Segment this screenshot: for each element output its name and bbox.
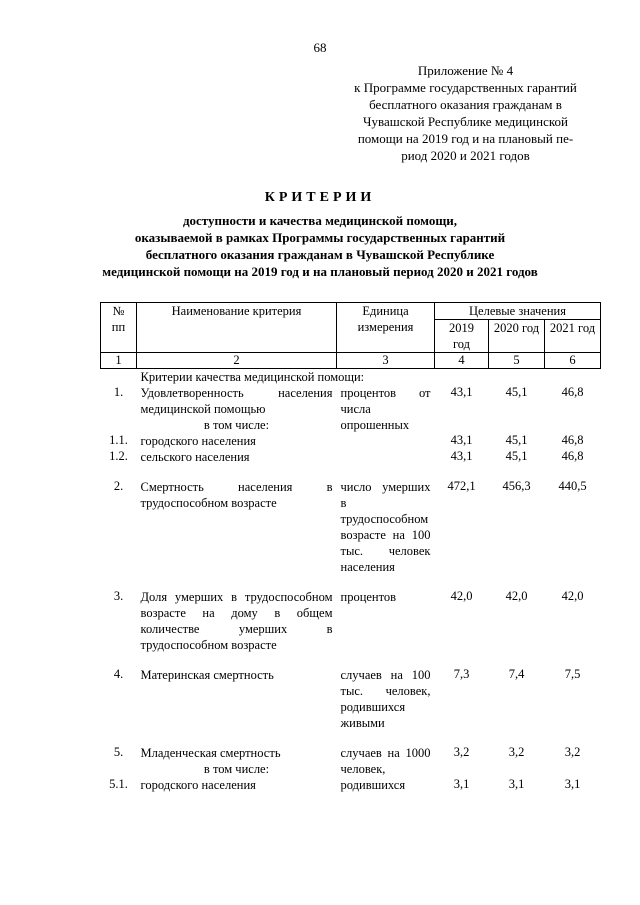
appendix-line: Чувашской Республике медицинской bbox=[363, 114, 568, 129]
appendix-line: Приложение № 4 bbox=[417, 63, 514, 78]
row-name: Материнская смертность bbox=[140, 668, 274, 682]
table-row bbox=[101, 777, 601, 793]
header-num: № пп bbox=[101, 303, 137, 353]
row-num: 3. bbox=[113, 589, 124, 603]
row-value-2021: 46,8 bbox=[561, 385, 584, 399]
row-name: городского населения bbox=[140, 778, 256, 792]
table-row bbox=[101, 745, 601, 777]
row-name: Младенческая смертность bbox=[140, 746, 281, 760]
row-value-2019: 7,3 bbox=[453, 667, 470, 681]
document-title bbox=[0, 190, 640, 280]
header-targets: Целевые значения bbox=[435, 303, 601, 320]
row-name: Смертность населения в трудоспособном возрасте bbox=[140, 480, 333, 510]
row-value-2019: 42,0 bbox=[450, 589, 473, 603]
row-num: 5. bbox=[113, 745, 124, 759]
column-number: 6 bbox=[545, 353, 601, 369]
appendix-line: помощи на 2019 год и на плановый пе- bbox=[357, 131, 574, 146]
column-number: 4 bbox=[435, 353, 489, 369]
header-unit: Единица измерения bbox=[337, 303, 435, 353]
column-number: 2 bbox=[137, 353, 337, 369]
appendix-line: бесплатного оказания гражданам в bbox=[369, 97, 562, 112]
title-line: доступности и качества медицинской помощи, bbox=[182, 213, 458, 228]
page-number: 68 bbox=[313, 40, 327, 55]
row-value-2020: 42,0 bbox=[505, 589, 528, 603]
row-sub: в том числе: bbox=[203, 762, 270, 776]
table-row bbox=[101, 449, 601, 465]
criteria-table bbox=[100, 302, 601, 793]
row-unit: процентов bbox=[340, 590, 397, 604]
row-name: Доля умерших в трудоспособном возрасте на дому в общем количестве умерших в трудоспособном возрасте bbox=[140, 590, 333, 652]
row-num: 5.1. bbox=[109, 777, 128, 791]
row-value-2021: 7,5 bbox=[564, 667, 581, 681]
column-number: 1 bbox=[101, 353, 137, 369]
section-title: Критерии качества медицинской помощи: bbox=[140, 370, 365, 384]
row-num: 4. bbox=[113, 667, 124, 681]
row-value-2020: 456,3 bbox=[502, 479, 531, 493]
appendix-line: к Программе государственных гарантий bbox=[354, 80, 577, 95]
row-value-2020: 45,1 bbox=[505, 385, 528, 399]
row-unit: число умерших в трудоспособном возрасте на 100 тыс. человек населения bbox=[340, 480, 431, 574]
header-2021: 2021 год bbox=[545, 320, 601, 353]
section-title-row bbox=[101, 369, 601, 386]
row-name-cell bbox=[137, 385, 337, 433]
row-value-2019: 43,1 bbox=[450, 433, 473, 447]
row-value-2020: 45,1 bbox=[505, 433, 528, 447]
row-name: сельского населения bbox=[140, 450, 250, 464]
row-value-2021: 440,5 bbox=[558, 479, 587, 493]
row-unit: процентов от числа опрошенных bbox=[340, 386, 431, 432]
table-row bbox=[101, 433, 601, 449]
row-value-2019: 43,1 bbox=[450, 449, 473, 463]
row-name: Удовлетворенность населения медицинской помощью bbox=[140, 386, 333, 416]
row-value-2020: 45,1 bbox=[505, 449, 528, 463]
table-row bbox=[101, 589, 601, 653]
appendix-line: риод 2020 и 2021 годов bbox=[401, 148, 530, 163]
table-row bbox=[101, 667, 601, 731]
row-value-2020: 3,2 bbox=[508, 745, 525, 759]
header-name: Наименование критерия bbox=[137, 303, 337, 353]
row-num: 1. bbox=[113, 385, 124, 399]
row-value-2019: 43,1 bbox=[450, 385, 473, 399]
row-unit: случаев на 100 тыс. человек, родившихся живыми bbox=[340, 668, 431, 730]
row-num: 1.1. bbox=[109, 433, 128, 447]
column-number: 3 bbox=[337, 353, 435, 369]
row-unit: родившихся bbox=[340, 778, 406, 792]
table-row bbox=[101, 385, 601, 433]
row-name: городского населения bbox=[140, 434, 256, 448]
row-unit: случаев на 1000 человек, bbox=[340, 746, 431, 776]
row-value-2019: 3,1 bbox=[453, 777, 470, 791]
row-value-2019: 472,1 bbox=[447, 479, 476, 493]
title-line: медицинской помощи на 2019 год и на плановый период 2020 и 2021 годов bbox=[102, 264, 538, 279]
title-main: КРИТЕРИИ bbox=[264, 190, 376, 205]
column-number-row bbox=[101, 353, 601, 369]
row-value-2021: 46,8 bbox=[561, 449, 584, 463]
row-value-2021: 46,8 bbox=[561, 433, 584, 447]
row-unit bbox=[337, 449, 435, 465]
title-line: оказываемой в рамках Программы государственных гарантий bbox=[134, 230, 506, 245]
row-name-cell bbox=[137, 745, 337, 777]
header-2019: 2019 год bbox=[435, 320, 489, 353]
title-line: бесплатного оказания гражданам в Чувашской Республике bbox=[145, 247, 495, 262]
row-num: 1.2. bbox=[109, 449, 128, 463]
row-unit bbox=[337, 433, 435, 449]
header-2020: 2020 год bbox=[489, 320, 545, 353]
table-row bbox=[101, 479, 601, 575]
row-num: 2. bbox=[113, 479, 124, 493]
row-value-2021: 3,1 bbox=[564, 777, 581, 791]
row-value-2021: 42,0 bbox=[561, 589, 584, 603]
column-number: 5 bbox=[489, 353, 545, 369]
row-value-2021: 3,2 bbox=[564, 745, 581, 759]
row-sub: в том числе: bbox=[203, 418, 270, 432]
row-value-2019: 3,2 bbox=[453, 745, 470, 759]
appendix-note bbox=[338, 62, 593, 164]
row-value-2020: 7,4 bbox=[508, 667, 525, 681]
row-value-2020: 3,1 bbox=[508, 777, 525, 791]
